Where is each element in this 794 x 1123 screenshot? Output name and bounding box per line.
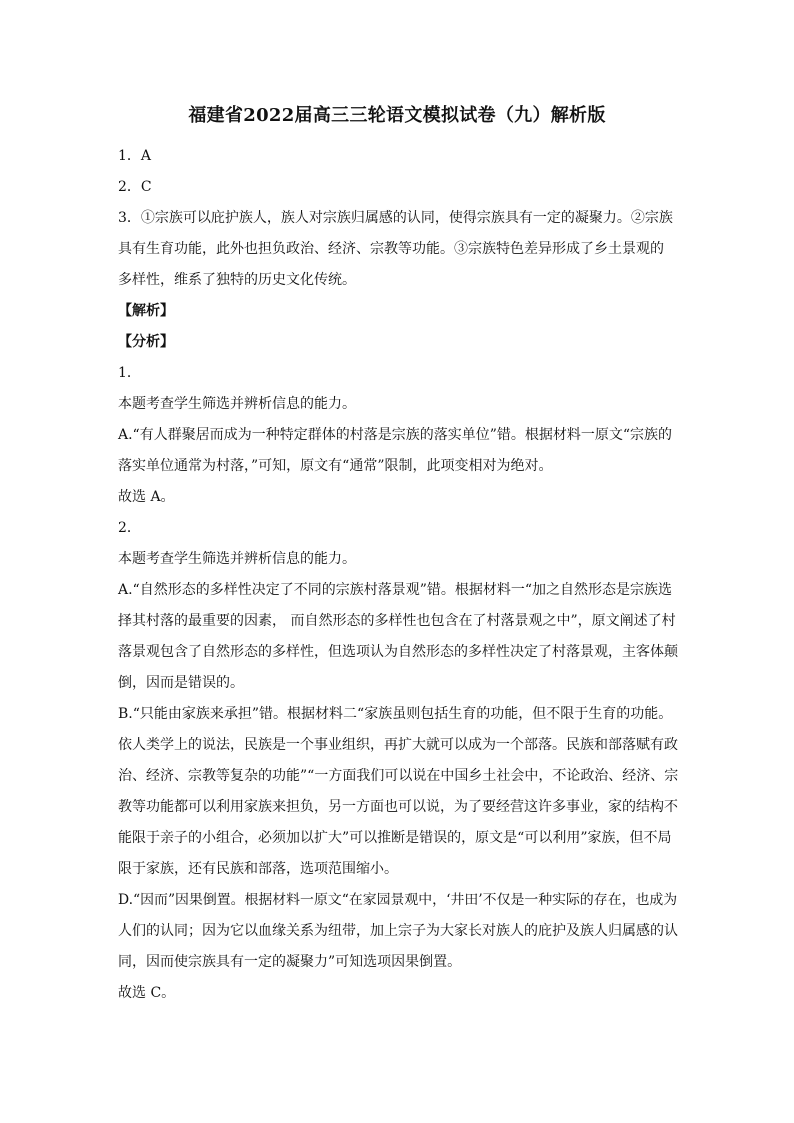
- text-line: 依人类学上的说法，民族是一个事业组织，再扩大就可以成为一个部落。民族和部落赋有政: [118, 737, 678, 753]
- text-line: D.“因而”因果倒置。根据材料一原文“在家园景观中，‘井田’不仅是一种实际的存在，也成为: [118, 892, 678, 908]
- text-line: 本题考查学生筛选并辨析信息的能力。: [118, 551, 356, 567]
- text-line: 人们的认同；因为它以血缘关系为纽带，加上宗子为大家长对族人的庇护及族人归属感的认: [118, 923, 678, 939]
- text-line: 限于家族，还有民族和部落，选项范围缩小。: [118, 861, 398, 877]
- text-line: B.“只能由家族来承担”错。根据材料二“家族虽则包括生育的功能，但不限于生育的功能。: [118, 706, 673, 722]
- document-body: [118, 141, 678, 1009]
- answer-line-3: 3．①宗族可以庇护族人，族人对宗族归属感的认同，使得宗族具有一定的凝聚力。②宗族: [118, 210, 673, 226]
- question-number: 2．: [118, 520, 141, 536]
- section-heading-breakdown: 【分析】: [118, 334, 174, 350]
- text-line: 治、经济、宗教等复杂的功能”“一方面我们可以说在中国乡土社会中，不论政治、经济、宗: [118, 768, 679, 784]
- question-number: 1．: [118, 365, 141, 381]
- text-line: 本题考查学生筛选并辨析信息的能力。: [118, 396, 356, 412]
- document-title: 福建省2022届高三三轮语文模拟试卷（九）解析版: [188, 105, 606, 126]
- text-line: A.“有人群聚居而成为一种特定群体的村落是宗族的落实单位”错。根据材料一原文“宗族的: [118, 427, 673, 443]
- text-line: 能限于亲子的小组合，必须加以扩大”可以推断是错误的，原文是“可以利用”家族，但不局: [118, 830, 672, 846]
- answer-line-2: 2．C: [118, 179, 152, 195]
- text-line: 故选 A。: [118, 489, 175, 505]
- text-line: 具有生育功能，此外也担负政治、经济、宗教等功能。③宗族特色差异形成了乡土景观的: [118, 241, 664, 257]
- text-line: 同，因而使宗族具有一定的凝聚力”可知选项因果倒置。: [118, 954, 462, 970]
- text-line: 教等功能都可以利用家族来担负，另一方面也可以说，为了要经营这许多事业，家的结构不: [118, 799, 678, 815]
- answer-line-1: 1．A: [118, 148, 152, 164]
- text-line: 落景观包含了自然形态的多样性，但选项认为自然形态的多样性决定了村落景观，主客体颠: [118, 644, 678, 660]
- section-heading-analysis: 【解析】: [118, 303, 174, 319]
- text-line: 择其村落的最重要的因素， 而自然形态的多样性也包含在了村落景观之中”，原文阐述了村: [118, 613, 676, 629]
- text-line: 多样性，维系了独特的历史文化传统。: [118, 272, 356, 288]
- text-line: A.“自然形态的多样性决定了不同的宗族村落景观”错。根据材料一“加之自然形态是宗族选: [118, 582, 673, 598]
- text-line: 故选 C。: [118, 985, 176, 1001]
- text-line: 倒，因而是错误的。: [118, 675, 244, 691]
- text-line: 落实单位通常为村落，”可知，原文有“通常”限制，此项变相对为绝对。: [118, 458, 553, 474]
